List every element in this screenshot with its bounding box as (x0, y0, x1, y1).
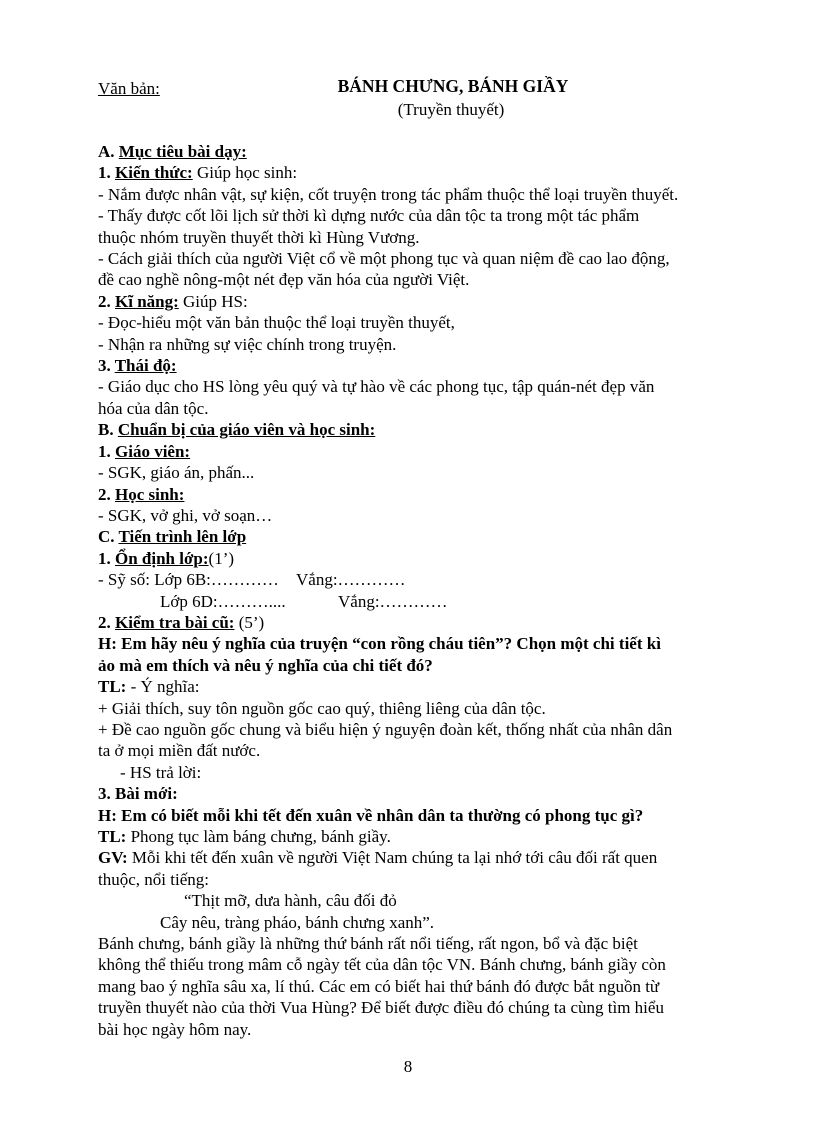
attitude-item-1a: - Giáo dục cho HS lòng yêu quý và tự hào về các phong tục, tập quán-nét đẹp văn (98, 377, 655, 397)
new-lesson-question: H: Em có biết mỗi khi tết đến xuân về nhân dân ta thường có phong tục gì? (98, 805, 644, 825)
skills-heading: 2. Kĩ năng: Giúp HS: (98, 291, 248, 311)
review-question-b: ảo mà em thích và nêu ý nghĩa của chi tiết đó? (98, 655, 433, 675)
section-a-heading: A. Mục tiêu bài dạy: (98, 142, 247, 161)
attendance-row-6d: Lớp 6D:……….... Vắng:………… (160, 591, 448, 611)
teacher-item: - SGK, giáo án, phấn... (98, 463, 255, 483)
knowledge-heading: 1. Kiến thức: Giúp học sinh: (98, 163, 298, 183)
new-lesson-heading: 3. Bài mới: (98, 784, 178, 804)
meaning-item-1: + Giải thích, suy tôn nguồn gốc cao quý, thiêng liêng của dân tộc. (98, 698, 546, 718)
student-heading: 2. Học sinh: (98, 484, 185, 504)
paragraph-line-5: bài học ngày hôm nay. (98, 1019, 252, 1039)
knowledge-item-3a: - Cách giải thích của người Việt cổ về một phong tục và quan niệm đề cao lao động, (98, 249, 670, 269)
student-item: - SGK, vở ghi, vở soạn… (98, 505, 273, 525)
section-c-heading: C. Tiến trình lên lớp (98, 527, 247, 547)
verse-line-1: “Thịt mỡ, dưa hành, câu đối đỏ (184, 891, 397, 911)
attitude-item-1b: hóa của dân tộc. (98, 398, 209, 418)
review-answer-label: TL: - Ý nghĩa: (98, 677, 200, 697)
page-number: 8 (403, 1057, 413, 1076)
knowledge-item-3b: đề cao nghề nông-một nét đẹp văn hóa của người Việt. (98, 270, 470, 290)
knowledge-item-2a: - Thấy được cốt lõi lịch sử thời kì dựng nước của dân tộc ta trong một tác phẩm (98, 206, 640, 226)
new-lesson-answer: TL: Phong tục làm báng chưng, bánh giầy. (98, 827, 391, 846)
text-type-label: Văn bản: (98, 79, 160, 98)
paragraph-line-2: không thể thiếu trong mâm cỗ ngày tết của dân tộc VN. Bánh chưng, bánh giầy còn (98, 955, 666, 975)
section-b-heading: B. Chuẩn bị của giáo viên và học sinh: (98, 420, 376, 440)
document-header (98, 74, 758, 122)
meaning-item-2a: + Đề cao nguồn gốc chung và biểu hiện ý nguyện đoàn kết, thống nhất của nhân dân (98, 719, 673, 739)
knowledge-item-1: - Nắm được nhân vật, sự kiện, cốt truyện trong tác phẩm thuộc thể loại truyền thuyết. (98, 184, 679, 204)
teacher-intro-a: GV: Mỗi khi tết đến xuân về người Việt Nam chúng ta lại nhớ tới câu đối rất quen (98, 848, 658, 868)
stabilize-heading: 1. Ổn định lớp:(1’) (98, 548, 235, 568)
paragraph-line-1: Bánh chưng, bánh giầy là những thứ bánh rất nổi tiếng, rất ngon, bổ và đặc biệt (98, 934, 638, 954)
attitude-heading: 3. Thái độ: (98, 356, 177, 376)
review-heading: 2. Kiểm tra bài cũ: (5’) (98, 612, 265, 632)
document-title: BÁNH CHƯNG, BÁNH GIẦY (337, 76, 569, 96)
skills-item-2: - Nhận ra những sự việc chính trong truyện. (98, 334, 397, 354)
verse-line-2: Cây nêu, tràng pháo, bánh chưng xanh”. (160, 912, 435, 932)
paragraph-line-4: truyền thuyết nào của thời Vua Hùng? Để biết được điều đó chúng ta cùng tìm hiểu (98, 998, 664, 1018)
document-subtitle: (Truyền thuyết) (397, 100, 505, 119)
knowledge-item-2b: thuộc nhóm truyền thuyết thời kì Hùng Vương. (98, 227, 420, 247)
student-answer: - HS trả lời: (120, 762, 202, 782)
document-page (98, 74, 758, 1040)
teacher-intro-b: thuộc, nổi tiếng: (98, 869, 209, 889)
skills-item-1: - Đọc-hiểu một văn bản thuộc thể loại truyền thuyết, (98, 313, 455, 333)
attendance-row-6b: - Sỹ số: Lớp 6B:………… Vắng:………… (98, 570, 406, 590)
review-question-a: H: Em hãy nêu ý nghĩa của truyện “con rồng cháu tiên”? Chọn một chi tiết kì (98, 634, 661, 654)
teacher-heading: 1. Giáo viên: (98, 441, 191, 461)
meaning-item-2b: ta ở mọi miền đất nước. (98, 741, 261, 761)
paragraph-line-3: mang bao ý nghĩa sâu xa, lí thú. Các em có biết hai thứ bánh đó được bắt nguồn từ (98, 976, 660, 996)
